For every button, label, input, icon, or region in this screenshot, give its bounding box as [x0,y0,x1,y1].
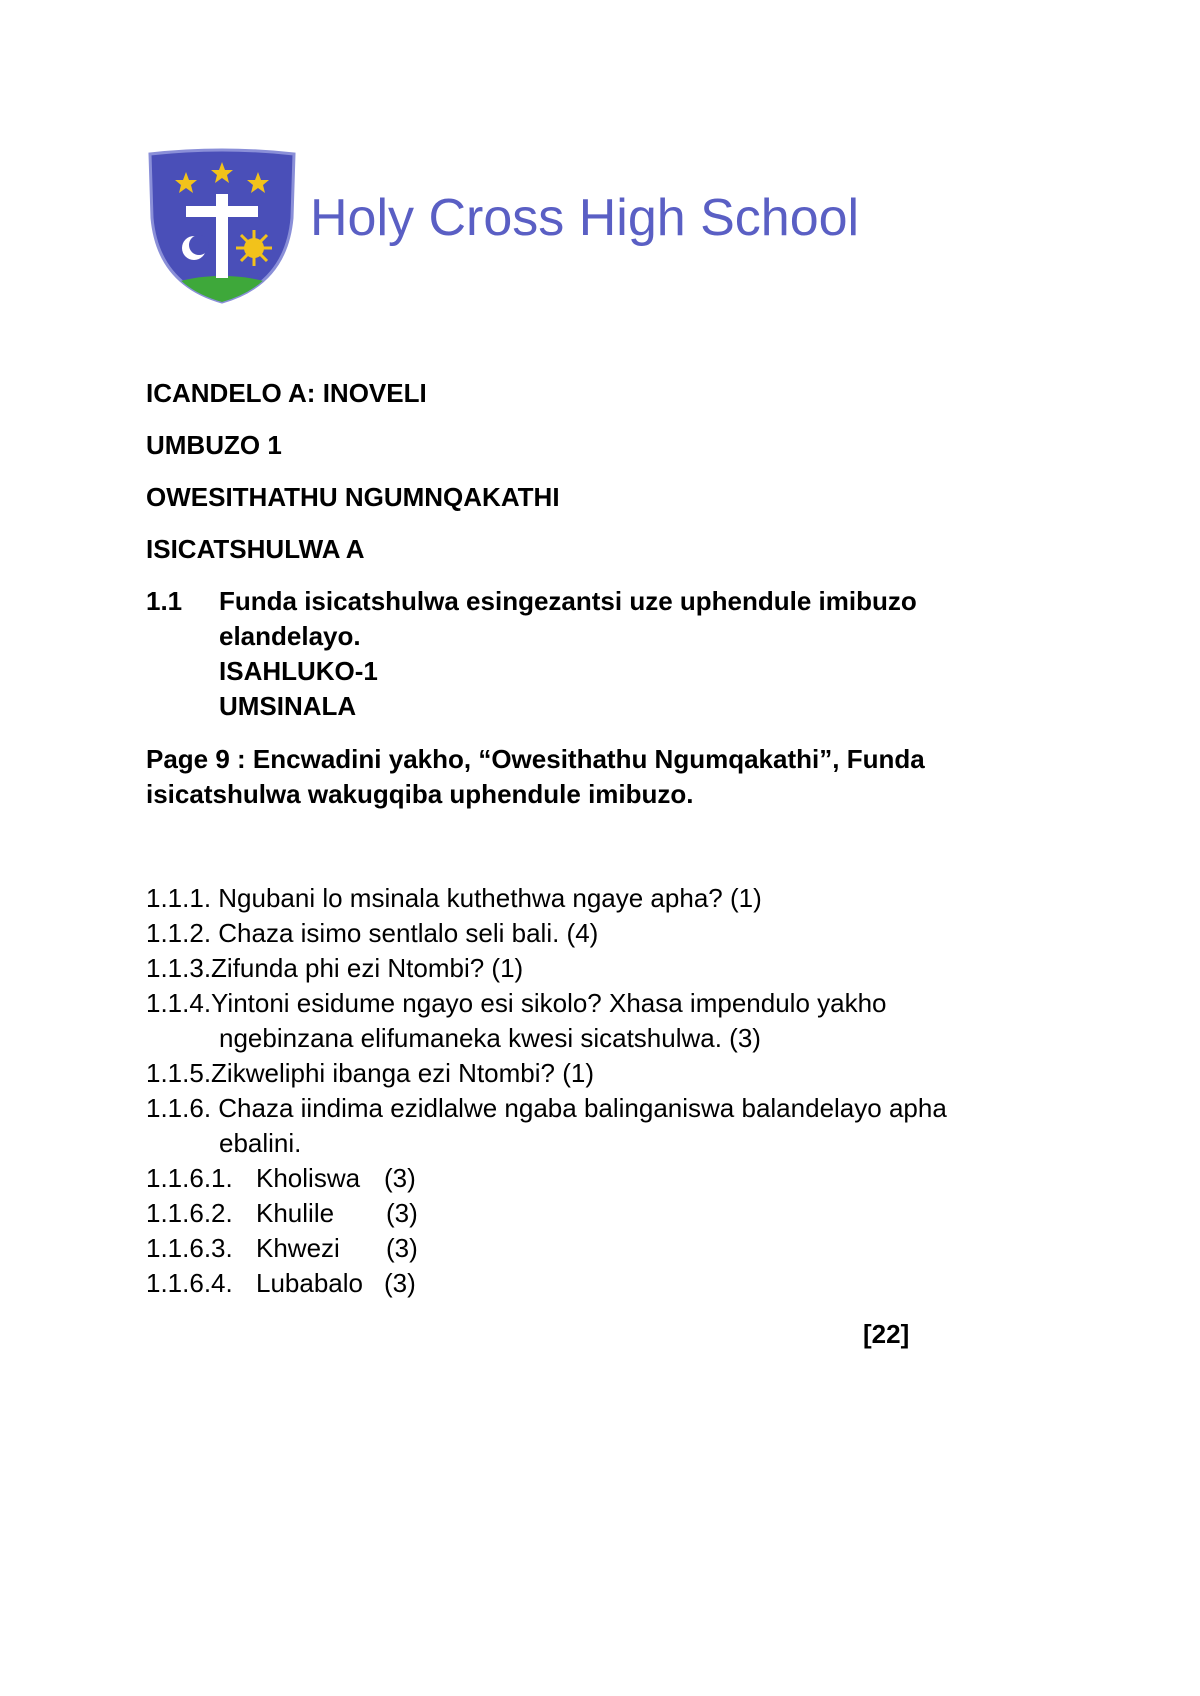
sub-question-item [146,1235,418,1261]
chapter-label: ISAHLUKO-1 [219,656,378,686]
sub-question-number: 1.1.6.2. [146,1198,233,1228]
character-name: Kholiswa [256,1163,361,1193]
sub-question-item [146,1200,418,1226]
question-item: 1.1.5.Zikweliphi ibanga ezi Ntombi? (1) [146,1058,594,1088]
chapter-title: UMSINALA [219,691,357,721]
mark-allocation: (3) [386,1233,418,1263]
sub-question-number: 1.1.6.1. [146,1163,233,1193]
question-item: 1.1.3.Zifunda phi ezi Ntombi? (1) [146,953,524,983]
instruction-line: Funda isicatshulwa esingezantsi uze uphendule imibuzo [219,586,917,616]
extract-heading: ISICATSHULWA A [146,534,365,564]
character-name: Khulile [256,1198,335,1228]
question-item: 1.1.4.Yintoni esidume ngayo esi sikolo? Xhasa impendulo yakho [146,988,887,1018]
question-item: 1.1.6. Chaza iindima ezidlalwe ngaba balinganiswa balandelayo apha [146,1093,947,1123]
question-item: 1.1.2. Chaza isimo sentlalo seli bali. (4) [146,918,599,948]
mark-allocation: (3) [386,1198,418,1228]
novel-title: OWESITHATHU NGUMNQAKATHI [146,482,560,512]
character-name: Khwezi [256,1233,340,1263]
sub-question-item [146,1165,416,1191]
instruction-number: 1.1 [146,586,183,616]
question-item-continued: ebalini. [219,1128,302,1158]
question-item-continued: ngebinzana elifumaneka kwesi sicatshulwa. (3) [219,1023,761,1053]
question-item: 1.1.1. Ngubani lo msinala kuthethwa ngaye apha? (1) [146,883,762,913]
character-name: Lubabalo [256,1268,363,1298]
school-crest-icon [146,148,298,306]
page-note: Page 9 : Encwadini yakho, “Owesithathu Ngumqakathi”, Funda [146,744,925,774]
sub-question-number: 1.1.6.3. [146,1233,233,1263]
school-header [146,148,906,306]
sub-question-item [146,1270,416,1296]
school-name: Holy Cross High School [310,189,860,247]
question-heading: UMBUZO 1 [146,430,282,460]
instruction-line: elandelayo. [219,621,361,651]
mark-allocation: (3) [384,1268,416,1298]
page-note: isicatshulwa wakugqiba uphendule imibuzo. [146,779,694,809]
mark-allocation: (3) [384,1163,416,1193]
section-heading: ICANDELO A: INOVELI [146,378,427,408]
total-marks: [22] [863,1319,910,1349]
sub-question-number: 1.1.6.4. [146,1268,233,1298]
